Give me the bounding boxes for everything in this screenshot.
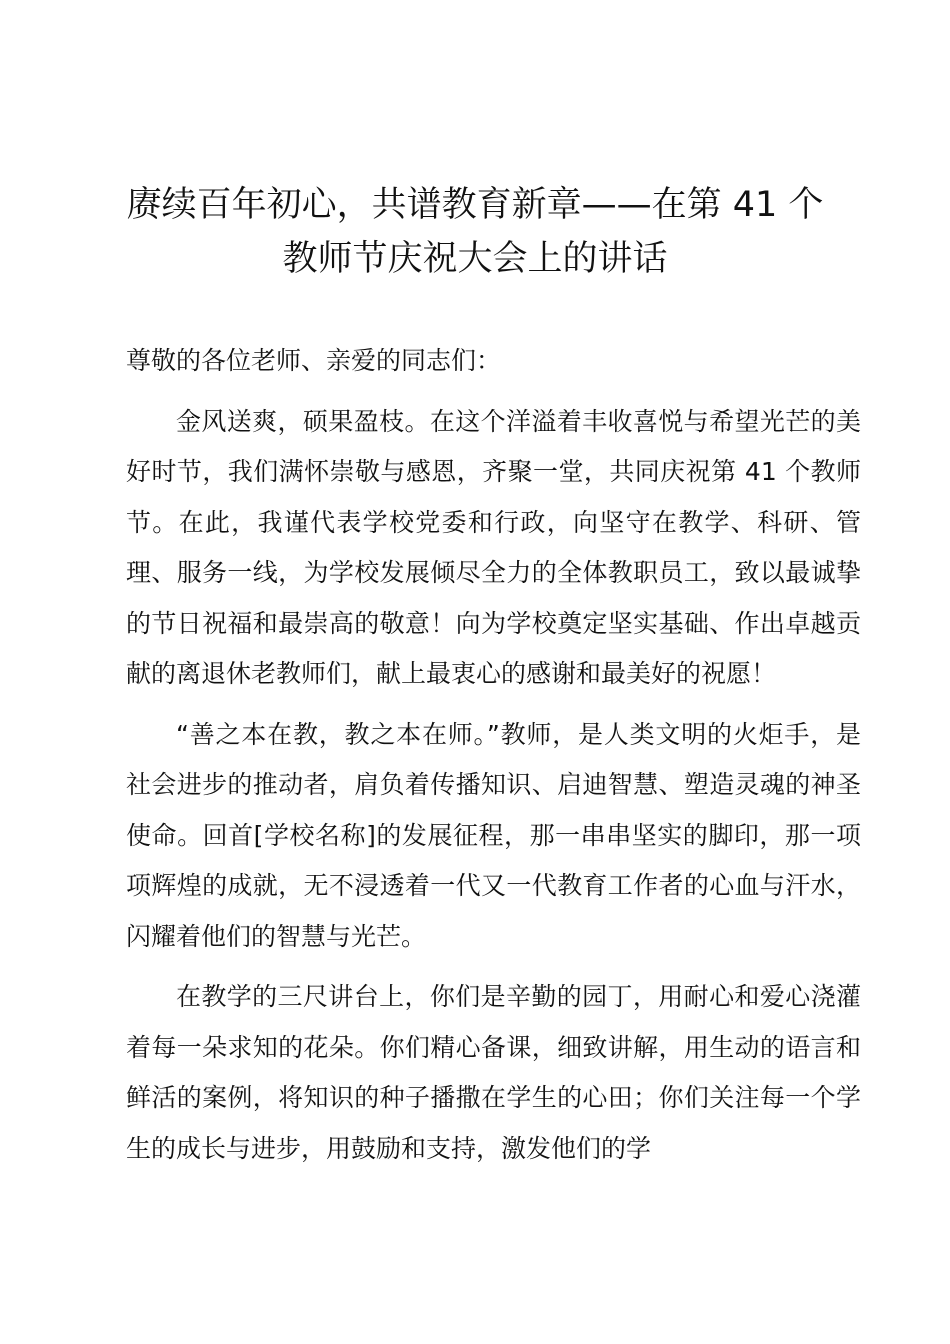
- document-body: [126, 336, 861, 1184]
- paragraph-2: “善之本在教，教之本在师。”教师，是人类文明的火炬手，是社会进步的推动者，肩负着传播知识、启迪智慧、塑造灵魂的神圣使命。回首[学校名称]的发展征程，那一串串坚实的脚印，那一项项辉煌的成就，无不浸透着一代又一代教育工作者的心血与汗水，闪耀着他们的智慧与光芒。: [126, 719, 861, 951]
- paragraph-3: 在教学的三尺讲台上，你们是辛勤的园丁，用耐心和爱心浇灌着每一朵求知的花朵。你们精心备课，细致讲解，用生动的语言和鲜活的案例，将知识的种子播撒在学生的心田；你们关注每一个学生的成长与进步，用鼓励和支持，激发他们的学: [126, 982, 861, 1163]
- salutation: 尊敬的各位老师、亲爱的同志们：: [126, 346, 502, 375]
- document-title: 赓续百年初心，共谱教育新章——在第 41 个教师节庆祝大会上的讲话: [126, 185, 824, 279]
- paragraph-1: 金风送爽，硕果盈枝。在这个洋溢着丰收喜悦与希望光芒的美好时节，我们满怀崇敬与感恩，齐聚一堂，共同庆祝第 41 个教师节。在此，我谨代表学校党委和行政，向坚守在教学、科研、管理、服务一线，为学校发展倾尽全力的全体教职员工，致以最诚挚的节日祝福和最崇高的敬意！向为学校奠定坚实基础、作出卓越贡献的离退休老教师们，献上最衷心的感谢和最美好的祝愿！: [126, 406, 861, 688]
